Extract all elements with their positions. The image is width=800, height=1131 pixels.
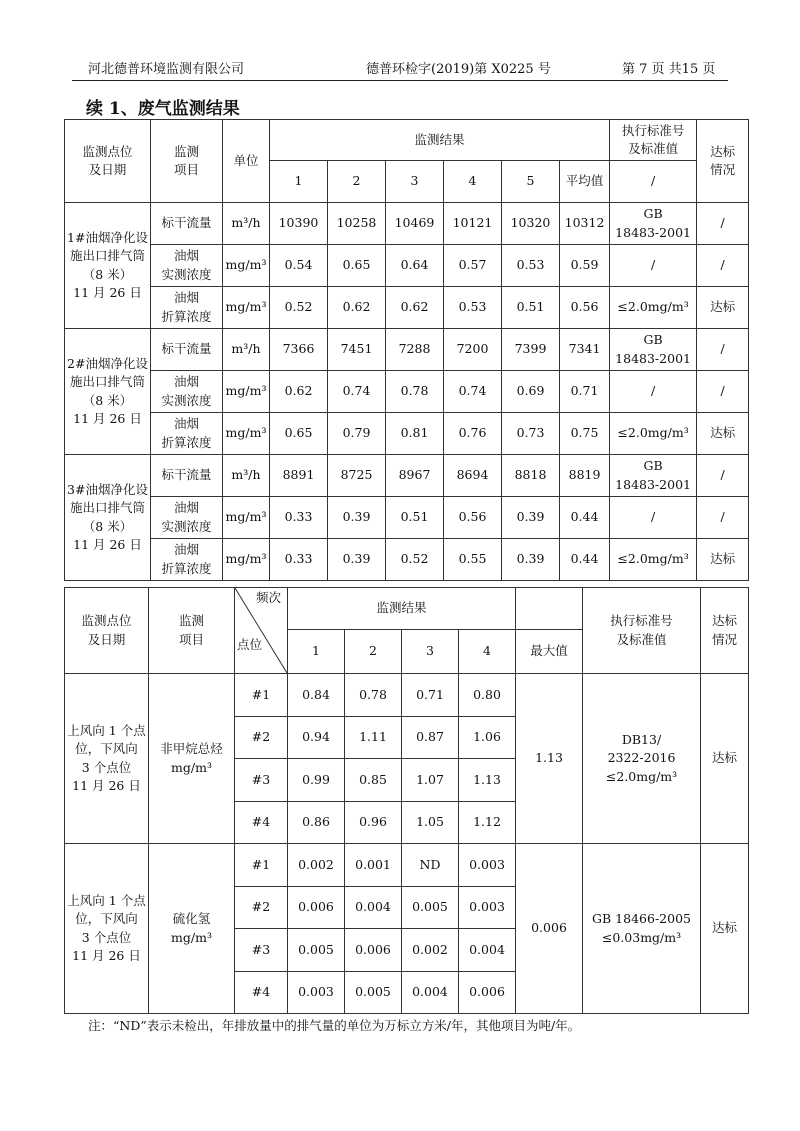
average-cell: 0.75 — [560, 413, 610, 455]
text-line: （8 米） — [82, 266, 133, 282]
value-cell: 7200 — [444, 329, 502, 371]
text-line: 监测点位 — [81, 613, 132, 629]
standard-cell — [583, 674, 701, 844]
text-line: GB — [643, 332, 663, 348]
value-cell: 0.51 — [502, 287, 560, 329]
value-cell: 8967 — [386, 455, 444, 497]
value-cell: 0.85 — [345, 759, 402, 802]
position-cell: #4 — [235, 971, 288, 1014]
compliance-cell: / — [697, 329, 749, 371]
value-cell: 0.002 — [288, 844, 345, 887]
value-cell: 0.74 — [328, 371, 386, 413]
col-header-number: 5 — [502, 161, 560, 203]
text-line: 油烟 — [173, 542, 199, 558]
value-cell: 0.78 — [386, 371, 444, 413]
value-cell: 0.002 — [402, 929, 459, 972]
compliance-cell: 达标 — [701, 674, 749, 844]
standard-cell — [610, 245, 697, 287]
value-cell: 10469 — [386, 203, 444, 245]
value-cell: 0.86 — [288, 801, 345, 844]
value-cell: 10258 — [328, 203, 386, 245]
value-cell: 0.39 — [328, 497, 386, 539]
value-cell: 0.004 — [345, 886, 402, 929]
text-line: ≤2.0mg/m³ — [617, 299, 689, 315]
text-line: 实测浓度 — [161, 266, 212, 282]
average-cell: 8819 — [560, 455, 610, 497]
company-name: 河北德普环境监测有限公司 — [88, 62, 245, 77]
text-line: 上风向 1 个点 — [67, 723, 146, 739]
value-cell: 0.53 — [444, 287, 502, 329]
standard-cell — [610, 371, 697, 413]
value-cell: 0.65 — [328, 245, 386, 287]
value-cell: 0.39 — [502, 497, 560, 539]
text-line: 油烟 — [173, 374, 199, 390]
item-cell — [151, 371, 223, 413]
position-cell: #3 — [235, 759, 288, 802]
text-line: GB — [643, 458, 663, 474]
table-row — [65, 245, 749, 287]
item-cell — [151, 497, 223, 539]
text-line: 实测浓度 — [161, 518, 212, 534]
value-cell: 0.33 — [270, 497, 328, 539]
text-line: 3#油烟净化设 — [67, 482, 148, 498]
text-line: mg/m³ — [171, 929, 212, 945]
value-cell: 8818 — [502, 455, 560, 497]
value-cell: 7399 — [502, 329, 560, 371]
value-cell: 0.76 — [444, 413, 502, 455]
unit-cell: mg/m³ — [223, 413, 270, 455]
col-header-number: 2 — [345, 630, 402, 674]
value-cell: 1.05 — [402, 801, 459, 844]
value-cell: 0.62 — [328, 287, 386, 329]
text-line: 2322-2016 — [607, 750, 676, 766]
item-cell — [151, 539, 223, 581]
col-header-standard — [583, 588, 701, 674]
table-row — [65, 203, 749, 245]
text-line: 位，下风向 — [75, 911, 138, 927]
item-cell — [149, 844, 235, 1014]
text-line: 1#油烟净化设 — [67, 230, 148, 246]
value-cell: 0.56 — [444, 497, 502, 539]
col-header-unit: 单位 — [223, 120, 270, 203]
col-header-number: / — [610, 161, 697, 203]
text-line: 标干流量 — [161, 215, 212, 231]
text-line: （8 米） — [82, 518, 133, 534]
text-line: 标干流量 — [161, 467, 212, 483]
value-cell: 0.004 — [459, 929, 516, 972]
section-title: 续 1、废气监测结果 — [86, 99, 240, 119]
average-cell: 0.44 — [560, 539, 610, 581]
text-line: 11 月 26 日 — [72, 777, 141, 793]
col-header-number: 平均值 — [560, 161, 610, 203]
text-line: 施出口排气筒 — [69, 248, 145, 264]
text-line: 3 个点位 — [81, 759, 132, 775]
text-line: 油烟 — [173, 290, 199, 306]
text-line: 情况 — [710, 162, 736, 177]
value-cell: 10320 — [502, 203, 560, 245]
monitoring-point-cell — [65, 844, 149, 1014]
monitoring-point-cell — [65, 329, 151, 455]
max-value-cell: 1.13 — [516, 674, 583, 844]
compliance-cell: / — [697, 371, 749, 413]
text-line: 监测 — [178, 613, 204, 629]
item-cell — [151, 455, 223, 497]
text-line: （8 米） — [82, 392, 133, 408]
compliance-cell: 达标 — [697, 413, 749, 455]
text-line: 及日期 — [87, 631, 126, 647]
text-line: 18483-2001 — [615, 350, 691, 366]
unit-cell: m³/h — [223, 455, 270, 497]
compliance-cell: / — [697, 455, 749, 497]
table-row — [65, 413, 749, 455]
position-cell: #3 — [235, 929, 288, 972]
col-header-number: 2 — [328, 161, 386, 203]
text-line: 非甲烷总烃 — [160, 741, 223, 757]
col-header-point — [65, 588, 149, 674]
value-cell: 0.81 — [386, 413, 444, 455]
average-cell: 0.71 — [560, 371, 610, 413]
item-cell — [149, 674, 235, 844]
text-line: 达标 — [710, 143, 736, 159]
value-cell: 7288 — [386, 329, 444, 371]
value-cell: 0.52 — [270, 287, 328, 329]
report-number: 德普环检字(2019)第 X0225 号 — [366, 62, 551, 77]
unit-cell: mg/m³ — [223, 497, 270, 539]
value-cell: 8725 — [328, 455, 386, 497]
col-header-number: 1 — [288, 630, 345, 674]
value-cell: 0.003 — [288, 971, 345, 1014]
col-header-standard — [610, 120, 697, 161]
text-line: 及日期 — [88, 162, 127, 177]
item-cell — [151, 329, 223, 371]
average-cell: 10312 — [560, 203, 610, 245]
text-line: 达标 — [712, 613, 738, 629]
value-cell: 0.79 — [328, 413, 386, 455]
unit-cell: mg/m³ — [223, 287, 270, 329]
table-row — [65, 674, 749, 717]
text-line: 实测浓度 — [161, 392, 212, 408]
value-cell: 0.005 — [402, 886, 459, 929]
value-cell: 0.78 — [345, 674, 402, 717]
value-cell: 1.12 — [459, 801, 516, 844]
text-line: 执行标准号 — [621, 122, 685, 138]
text-line: 折算浓度 — [161, 434, 212, 450]
text-line: 项目 — [178, 631, 204, 647]
value-cell: 0.006 — [459, 971, 516, 1014]
text-line: 位，下风向 — [75, 741, 138, 757]
col-header-point — [65, 120, 151, 203]
col-header-compliance — [701, 588, 749, 674]
table-row — [65, 371, 749, 413]
page-number: 第 7 页 共15 页 — [622, 62, 716, 77]
standard-cell — [610, 539, 697, 581]
col-header-number: 1 — [270, 161, 328, 203]
item-cell — [151, 413, 223, 455]
compliance-cell: 达标 — [701, 844, 749, 1014]
standard-cell — [583, 844, 701, 1014]
value-cell: 0.005 — [288, 929, 345, 972]
compliance-cell: / — [697, 497, 749, 539]
table-row — [65, 844, 749, 887]
value-cell: 0.87 — [402, 716, 459, 759]
col-header-number: 4 — [444, 161, 502, 203]
value-cell: 10121 — [444, 203, 502, 245]
table-row — [65, 497, 749, 539]
value-cell: 1.06 — [459, 716, 516, 759]
value-cell: 0.62 — [386, 287, 444, 329]
unit-cell: mg/m³ — [223, 245, 270, 287]
value-cell: 0.73 — [502, 413, 560, 455]
diagonal-header-cell — [235, 588, 288, 674]
table-row — [65, 287, 749, 329]
text-line: 监测 — [173, 143, 199, 159]
value-cell: 10390 — [270, 203, 328, 245]
value-cell: 8891 — [270, 455, 328, 497]
value-cell: 0.39 — [328, 539, 386, 581]
value-cell: ND — [402, 844, 459, 887]
col-header-item — [151, 120, 223, 203]
col-header-number: 3 — [402, 630, 459, 674]
item-cell — [151, 245, 223, 287]
value-cell: 0.33 — [270, 539, 328, 581]
footnote: 注：“ND”表示未检出，年排放量中的排气量的单位为万标立方米/年，其他项目为吨/年。 — [88, 1018, 581, 1033]
value-cell: 0.51 — [386, 497, 444, 539]
monitoring-point-cell — [65, 203, 151, 329]
text-line: 监测点位 — [82, 143, 133, 159]
average-cell: 0.59 — [560, 245, 610, 287]
position-cell: #1 — [235, 844, 288, 887]
text-line: 3 个点位 — [81, 929, 132, 945]
text-line: 施出口排气筒 — [69, 500, 145, 516]
value-cell: 1.07 — [402, 759, 459, 802]
text-line: 折算浓度 — [161, 560, 212, 576]
value-cell: 0.69 — [502, 371, 560, 413]
text-line: 上风向 1 个点 — [67, 893, 146, 909]
position-cell: #1 — [235, 674, 288, 717]
standard-cell — [610, 329, 697, 371]
text-line: GB — [643, 206, 663, 222]
text-line: mg/m³ — [171, 759, 212, 775]
value-cell: 0.54 — [270, 245, 328, 287]
text-line: GB 18466-2005 — [592, 911, 691, 927]
value-cell: 0.65 — [270, 413, 328, 455]
diag-point-label: 点位 — [237, 636, 263, 652]
position-cell: #4 — [235, 801, 288, 844]
unit-cell: m³/h — [223, 329, 270, 371]
text-line: ≤2.0mg/m³ — [617, 551, 689, 567]
value-cell: 0.001 — [345, 844, 402, 887]
unit-cell: m³/h — [223, 203, 270, 245]
value-cell: 0.55 — [444, 539, 502, 581]
average-cell: 0.44 — [560, 497, 610, 539]
table-row — [65, 539, 749, 581]
table-header-row — [65, 120, 749, 161]
value-cell: 1.13 — [459, 759, 516, 802]
col-header-compliance — [697, 120, 749, 203]
compliance-cell: / — [697, 203, 749, 245]
value-cell: 0.003 — [459, 844, 516, 887]
item-cell — [151, 203, 223, 245]
text-line: 硫化氢 — [172, 911, 211, 927]
table-row — [65, 329, 749, 371]
standard-cell — [610, 497, 697, 539]
text-line: 18483-2001 — [615, 476, 691, 492]
monitoring-point-cell — [65, 674, 149, 844]
value-cell: 0.71 — [402, 674, 459, 717]
value-cell: 0.39 — [502, 539, 560, 581]
standard-cell — [610, 455, 697, 497]
col-header-number: 4 — [459, 630, 516, 674]
text-line: 情况 — [712, 631, 738, 647]
header-rule — [72, 80, 728, 81]
text-line: ≤2.0mg/m³ — [617, 425, 689, 441]
value-cell: 0.004 — [402, 971, 459, 1014]
text-line: 施出口排气筒 — [69, 374, 145, 390]
value-cell: 0.52 — [386, 539, 444, 581]
value-cell: 0.84 — [288, 674, 345, 717]
monitoring-point-cell — [65, 455, 151, 581]
col-header-results: 监测结果 — [288, 588, 516, 630]
compliance-cell: / — [697, 245, 749, 287]
col-header-results: 监测结果 — [270, 120, 610, 161]
text-line: ≤2.0mg/m³ — [605, 768, 678, 784]
value-cell: 0.99 — [288, 759, 345, 802]
value-cell: 0.53 — [502, 245, 560, 287]
text-line: 标干流量 — [161, 341, 212, 357]
fugitive-results-table — [64, 587, 749, 1014]
text-line: DB13/ — [621, 732, 662, 748]
text-line: 11 月 26 日 — [73, 536, 142, 552]
text-line: 执行标准号 — [610, 613, 673, 629]
col-header-max: 最大值 — [516, 630, 583, 674]
value-cell: 0.006 — [288, 886, 345, 929]
value-cell: 0.96 — [345, 801, 402, 844]
value-cell: 0.74 — [444, 371, 502, 413]
value-cell: 0.57 — [444, 245, 502, 287]
col-header-number: 3 — [386, 161, 444, 203]
text-line: ≤0.03mg/m³ — [601, 929, 682, 945]
value-cell: 8694 — [444, 455, 502, 497]
value-cell: 7451 — [328, 329, 386, 371]
text-line: 油烟 — [173, 248, 199, 264]
position-cell: #2 — [235, 886, 288, 929]
average-cell: 0.56 — [560, 287, 610, 329]
standard-cell — [610, 287, 697, 329]
text-line: 18483-2001 — [615, 224, 691, 240]
value-cell: 0.005 — [345, 971, 402, 1014]
standard-cell — [610, 413, 697, 455]
standard-cell — [610, 203, 697, 245]
text-line: 2#油烟净化设 — [67, 356, 148, 372]
text-line: 11 月 26 日 — [73, 284, 142, 300]
col-header-blank — [516, 588, 583, 630]
text-line: 项目 — [173, 162, 199, 177]
unit-cell: mg/m³ — [223, 539, 270, 581]
unit-cell: mg/m³ — [223, 371, 270, 413]
value-cell: 0.006 — [345, 929, 402, 972]
text-line: 及标准值 — [616, 631, 667, 647]
text-line: 11 月 26 日 — [72, 947, 141, 963]
col-header-item — [149, 588, 235, 674]
item-cell — [151, 287, 223, 329]
position-cell: #2 — [235, 716, 288, 759]
text-line: / — [650, 509, 656, 525]
compliance-cell: 达标 — [697, 539, 749, 581]
value-cell: 7366 — [270, 329, 328, 371]
diag-freq-label: 频次 — [255, 590, 281, 605]
text-line: 油烟 — [173, 416, 199, 432]
value-cell: 0.80 — [459, 674, 516, 717]
exhaust-results-table — [64, 119, 749, 581]
table-row — [65, 455, 749, 497]
text-line: / — [650, 257, 656, 273]
compliance-cell: 达标 — [697, 287, 749, 329]
text-line: 11 月 26 日 — [73, 410, 142, 426]
value-cell: 0.94 — [288, 716, 345, 759]
table-header-row — [65, 588, 749, 630]
text-line: 折算浓度 — [161, 308, 212, 324]
value-cell: 1.11 — [345, 716, 402, 759]
text-line: / — [650, 383, 656, 399]
average-cell: 7341 — [560, 329, 610, 371]
value-cell: 0.62 — [270, 371, 328, 413]
max-value-cell: 0.006 — [516, 844, 583, 1014]
value-cell: 0.64 — [386, 245, 444, 287]
text-line: 油烟 — [173, 500, 199, 516]
value-cell: 0.003 — [459, 886, 516, 929]
text-line: 及标准值 — [628, 141, 679, 156]
